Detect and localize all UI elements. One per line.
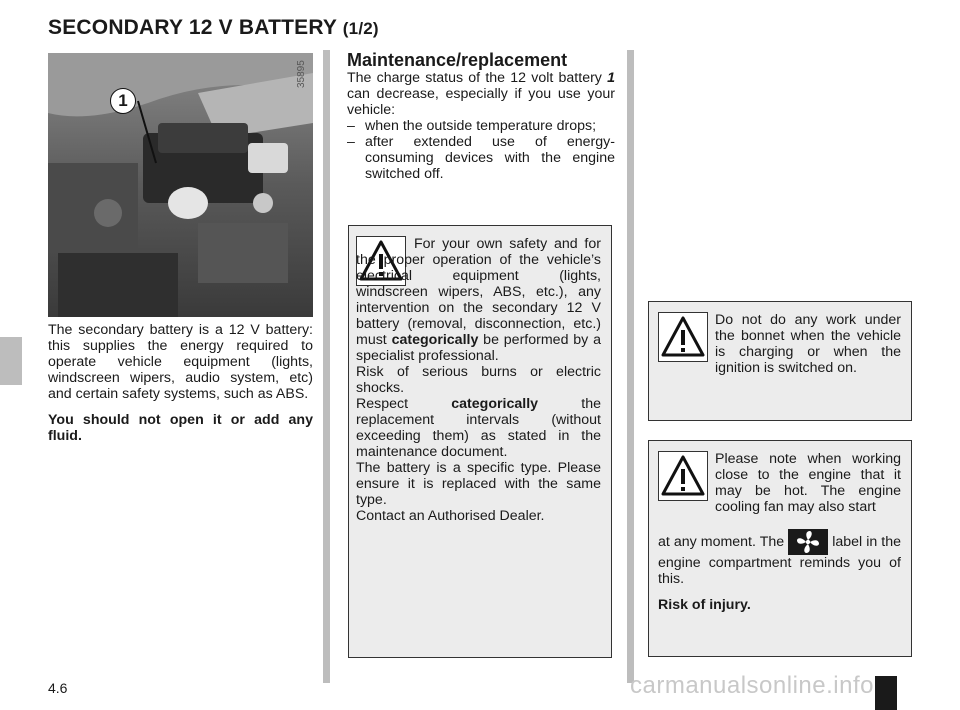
list-item: – after extended use of energy-consuming devices with the engine switched off.	[347, 134, 615, 182]
safety-para-5: Contact an Authorised Dealer.	[356, 508, 545, 524]
battery-intro: The secondary battery is a 12 V battery: this supplies the energy required to operate vehicle equipment (lights, windscreen wipers, audio system, etc) and certain safety systems, such as ABS.	[48, 322, 313, 402]
page-corner-mark	[875, 676, 897, 710]
no-open-warning: You should not open it or add any fluid.	[48, 412, 313, 444]
image-ref-code: 35895	[296, 60, 307, 88]
battery-ref-number: 1	[607, 70, 615, 86]
safety-para-1: For your own safety and for the proper operation of the vehicle’s electrical equipment (lights, windscreen wipers, ABS, etc.), any intervention on the secondary 12 V battery (removal, disconnection, etc.) must categorically be performed by a specialist professional.	[356, 236, 602, 364]
warning-triangle-icon	[659, 452, 707, 500]
maintenance-intro	[347, 70, 615, 118]
safety-warning-box	[348, 225, 612, 658]
bonnet-warning-text: Do not do any work under the bonnet when the vehicle is charging or when the ignition is switched on.	[715, 312, 901, 376]
watermark: carmanualsonline.info	[630, 672, 874, 699]
left-column	[48, 322, 313, 454]
column-divider-left	[323, 50, 330, 683]
safety-para-2: Risk of serious burns or electric shocks.	[356, 364, 601, 396]
maintenance-list	[347, 118, 615, 182]
callout-number: 1	[118, 91, 128, 110]
battery-photo	[48, 53, 313, 317]
warning-triangle-icon	[659, 313, 707, 361]
warning-triangle-icon-frame	[658, 451, 708, 501]
engine-compartment-image	[48, 53, 313, 317]
fan-icon	[788, 529, 828, 555]
chapter-tab	[0, 337, 22, 385]
safety-para-4: The battery is a specific type. Please ensure it is replaced with the same type.	[356, 460, 601, 508]
maintenance-intro-a: The charge status of the 12 volt battery	[347, 70, 608, 86]
maintenance-intro-b: can decrease, especially if you use your vehicle:	[347, 86, 615, 118]
page-title-text: SECONDARY 12 V BATTERY	[48, 16, 337, 39]
maintenance-section	[347, 50, 615, 182]
safety-para-3: Respect categorically the replacement intervals (without exceeding them) as stated in the maintenance document.	[356, 396, 601, 460]
callout-1	[110, 88, 136, 114]
column-divider-right	[627, 50, 634, 683]
page-number: 4.6	[48, 680, 68, 696]
engine-warning-text-top: Please note when working close to the engine that it may be hot. The engine cooling fan may also start	[715, 451, 901, 515]
maintenance-heading: Maintenance/replacement	[347, 50, 568, 70]
engine-warning-box	[648, 440, 912, 657]
bonnet-warning-box	[648, 301, 912, 421]
page-title-part: (1/2)	[342, 19, 379, 38]
engine-warning-text-bottom	[658, 529, 901, 613]
safety-warning-text	[356, 236, 601, 524]
engine-para-3: Risk of injury.	[658, 597, 751, 613]
engine-para-2: at any moment. The label in the engine compartment reminds you of this.	[658, 529, 901, 587]
page-title	[48, 16, 379, 40]
list-item: – when the outside temperature drops;	[347, 118, 597, 134]
fan-label-icon	[788, 529, 828, 555]
warning-triangle-icon-frame	[658, 312, 708, 362]
